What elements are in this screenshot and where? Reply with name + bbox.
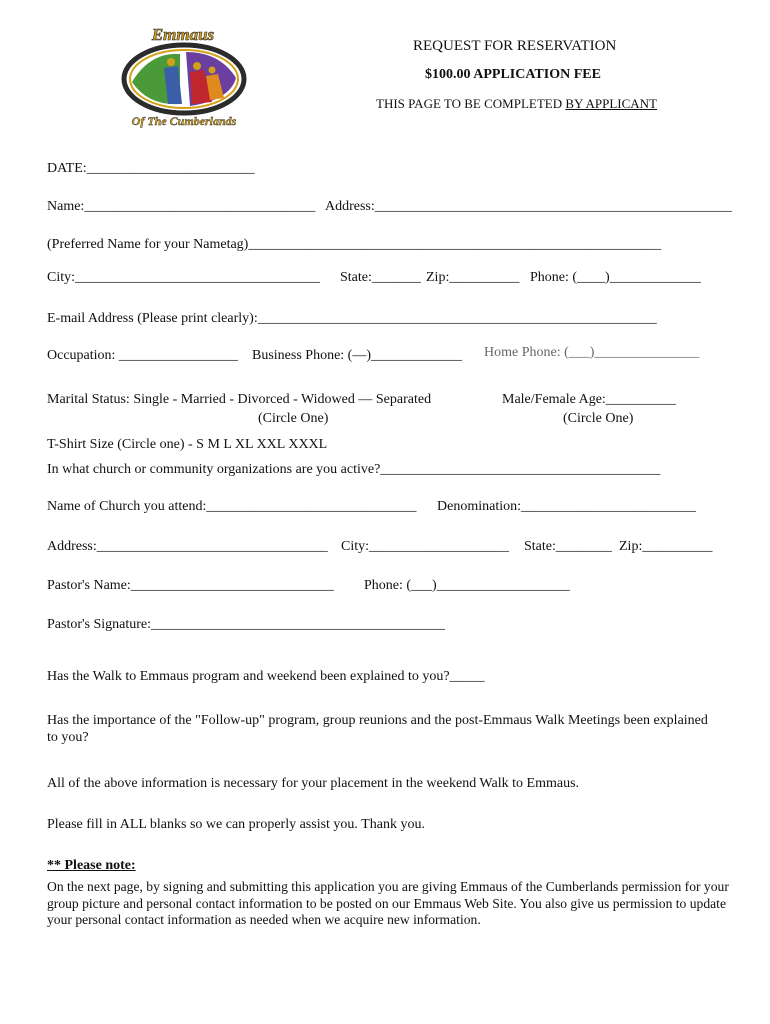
program-explained-question[interactable]: Has the Walk to Emmaus program and weekend been explained to you?_____: [47, 669, 485, 684]
denomination-field[interactable]: Denomination:_________________________: [437, 499, 696, 514]
business-phone-field[interactable]: Business Phone: (—)_____________: [252, 348, 462, 363]
fill-blanks-text: Please fill in ALL blanks so we can properly assist you. Thank you.: [47, 817, 425, 832]
form-title: REQUEST FOR RESERVATION: [413, 38, 617, 54]
emmaus-logo: [120, 24, 250, 132]
logo-head-2: [193, 62, 201, 70]
zip-field[interactable]: Zip:__________: [426, 270, 520, 285]
logo-top-text: Emmaus: [151, 25, 215, 44]
email-field[interactable]: E-mail Address (Please print clearly):_________________________________________________________: [47, 311, 657, 326]
follow-up-question: Has the importance of the "Follow-up" program, group reunions and the post-Emmaus Walk Meetings been explained to you?: [47, 713, 708, 745]
address-field[interactable]: Address:___________________________________________________: [325, 199, 732, 214]
pastor-phone-field[interactable]: Phone: (___)___________________: [364, 578, 570, 593]
tshirt-size-field[interactable]: T-Shirt Size (Circle one) - S M L XL XXL XXXL: [47, 437, 328, 452]
church-name-field[interactable]: Name of Church you attend:______________________________: [47, 499, 417, 514]
city-field[interactable]: City:___________________________________: [47, 270, 321, 285]
date-field[interactable]: DATE:________________________: [47, 161, 255, 176]
preferred-name-field[interactable]: (Preferred Name for your Nametag)___________________________________________________________: [47, 237, 662, 252]
gender-age-field[interactable]: Male/Female Age:__________: [502, 392, 676, 407]
church-city-field[interactable]: City:____________________: [341, 539, 510, 554]
marital-circle-one: (Circle One): [258, 411, 329, 426]
name-field[interactable]: Name:_________________________________: [47, 199, 316, 214]
marital-status-field[interactable]: Marital Status: Single - Married - Divorced - Widowed — Separated: [47, 392, 432, 407]
completion-instruction: [376, 96, 657, 112]
church-address-field[interactable]: Address:_________________________________: [47, 539, 328, 554]
note-body: On the next page, by signing and submitting this application you are giving Emmaus of the Cumberlands permission for your group picture and personal contact information to be posted on our Emmaus Web Site. You also give us permission to update your personal contact information as needed when we acquire new information.: [47, 879, 729, 927]
logo-head-3: [209, 67, 216, 74]
church-zip-field[interactable]: Zip:__________: [619, 539, 713, 554]
occupation-field[interactable]: Occupation: _________________: [47, 348, 238, 363]
instruction-underlined: BY APPLICANT: [565, 96, 657, 111]
church-state-field[interactable]: State:________: [524, 539, 612, 554]
state-field[interactable]: State:_______: [340, 270, 421, 285]
phone-field[interactable]: Phone: (____)_____________: [530, 270, 701, 285]
logo-head-1: [167, 58, 175, 66]
instruction-prefix: THIS PAGE TO BE COMPLETED: [376, 96, 566, 111]
info-necessary-text: All of the above information is necessary for your placement in the weekend Walk to Emmaus.: [47, 776, 580, 791]
gender-circle-one: (Circle One): [563, 411, 634, 426]
application-fee: $100.00 APPLICATION FEE: [425, 67, 601, 82]
note-heading: ** Please note:: [47, 858, 136, 873]
pastor-signature-field[interactable]: Pastor's Signature:__________________________________________: [47, 617, 446, 632]
home-phone-field[interactable]: Home Phone: (___)_______________: [484, 345, 700, 360]
logo-bottom-text: Of The Cumberlands: [131, 114, 237, 128]
pastor-name-field[interactable]: Pastor's Name:_____________________________: [47, 578, 334, 593]
church-orgs-field[interactable]: In what church or community organizations are you active?________________________________________: [47, 462, 661, 477]
